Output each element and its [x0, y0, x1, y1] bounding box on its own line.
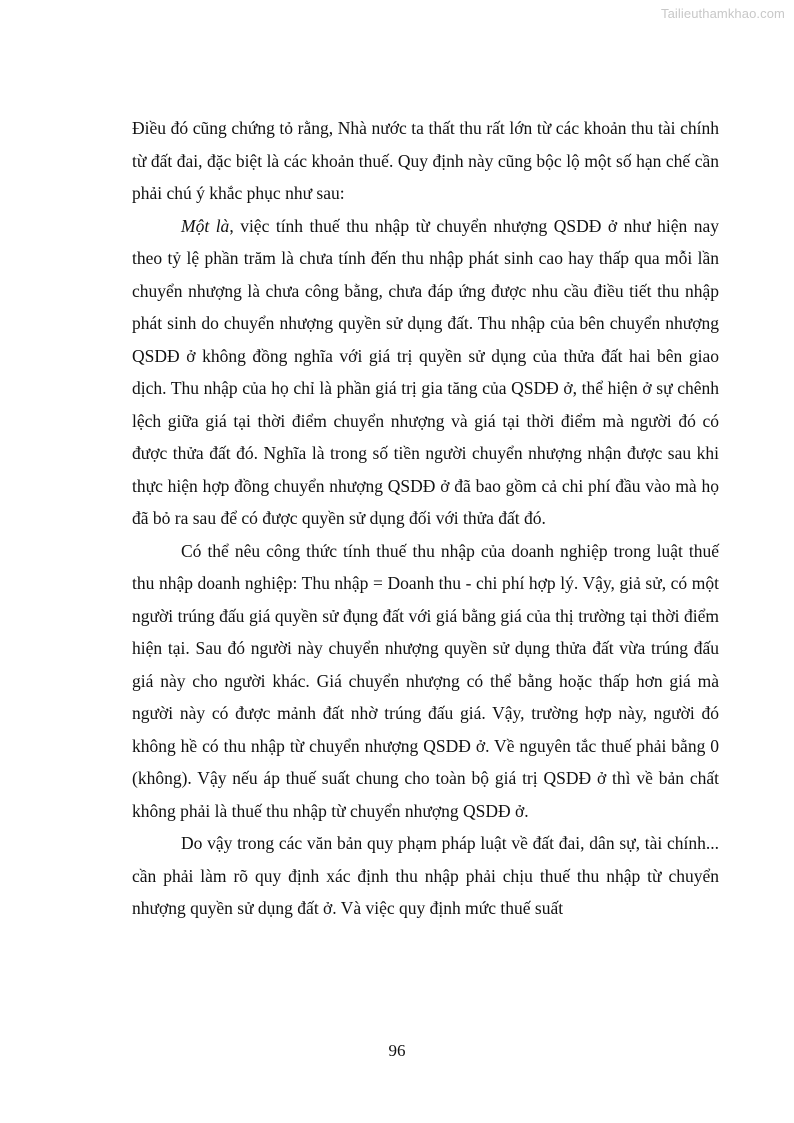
- page-body: [132, 112, 719, 925]
- paragraph-2-text: , việc tính thuế thu nhập từ chuyển nhượng QSDĐ ở như hiện nay theo tỷ lệ phần trăm là chưa tính đến thu nhập phát sinh cao hay thấp qua mỗi lần chuyển nhượng là chưa công bằng, chưa đáp ứng được nhu cầu điều tiết thu nhập phát sinh do chuyển nhượng quyền sử dụng đất. Thu nhập của bên chuyển nhượng QSDĐ ở không đồng nghĩa với giá trị quyền sử dụng của thửa đất hai bên giao dịch. Thu nhập của họ chỉ là phần giá trị gia tăng của QSDĐ ở, thể hiện ở sự chênh lệch giữa giá tại thời điểm chuyển nhượng và giá tại thời điểm mà người đó có được thửa đất đó. Nghĩa là trong số tiền người chuyển nhượng nhận được sau khi thực hiện hợp đồng chuyển nhượng QSDĐ ở đã bao gồm cả chi phí đầu vào mà họ đã bỏ ra sau để có được quyền sử dụng đối với thửa đất đó.: [132, 215, 719, 528]
- paragraph-1: Điều đó cũng chứng tỏ rằng, Nhà nước ta thất thu rất lớn từ các khoản thu tài chính từ đất đai, đặc biệt là các khoản thuế. Quy định này cũng bộc lộ một số hạn chế cần phải chú ý khắc phục như sau:: [132, 118, 719, 203]
- paragraph-2-lead: Một là: [181, 215, 230, 236]
- paragraph-3: Có thể nêu công thức tính thuế thu nhập của doanh nghiệp trong luật thuế thu nhập doanh nghiệp: Thu nhập = Doanh thu - chi phí hợp lý. Vậy, giả sử, có một người trúng đấu giá quyền sử đụng đất với giá bằng giá của thị trường tại thời điểm hiện tại. Sau đó người này chuyển nhượng quyền sử dụng thửa đất vừa trúng đấu giá này cho người khác. Giá chuyển nhượng có thể bằng hoặc thấp hơn giá mà người này có được mảnh đất nhờ trúng đấu giá. Vậy, trường hợp này, người đó không hề có thu nhập từ chuyển nhượng QSDĐ ở. Về nguyên tắc thuế phải bằng 0 (không). Vậy nếu áp thuế suất chung cho toàn bộ giá trị QSDĐ ở thì về bản chất không phải là thuế thu nhập từ chuyển nhượng QSDĐ ở.: [132, 540, 719, 821]
- paragraph-4: Do vậy trong các văn bản quy phạm pháp luật về đất đai, dân sự, tài chính... cần phải làm rõ quy định xác định thu nhập phải chịu thuế thu nhập từ chuyển nhượng quyền sử dụng đất ở. Và việc quy định mức thuế suất: [132, 833, 719, 918]
- watermark-text: Tailieuthamkhao.com: [660, 6, 785, 21]
- page-number: 96: [388, 1041, 406, 1060]
- paragraph-2: [132, 210, 719, 535]
